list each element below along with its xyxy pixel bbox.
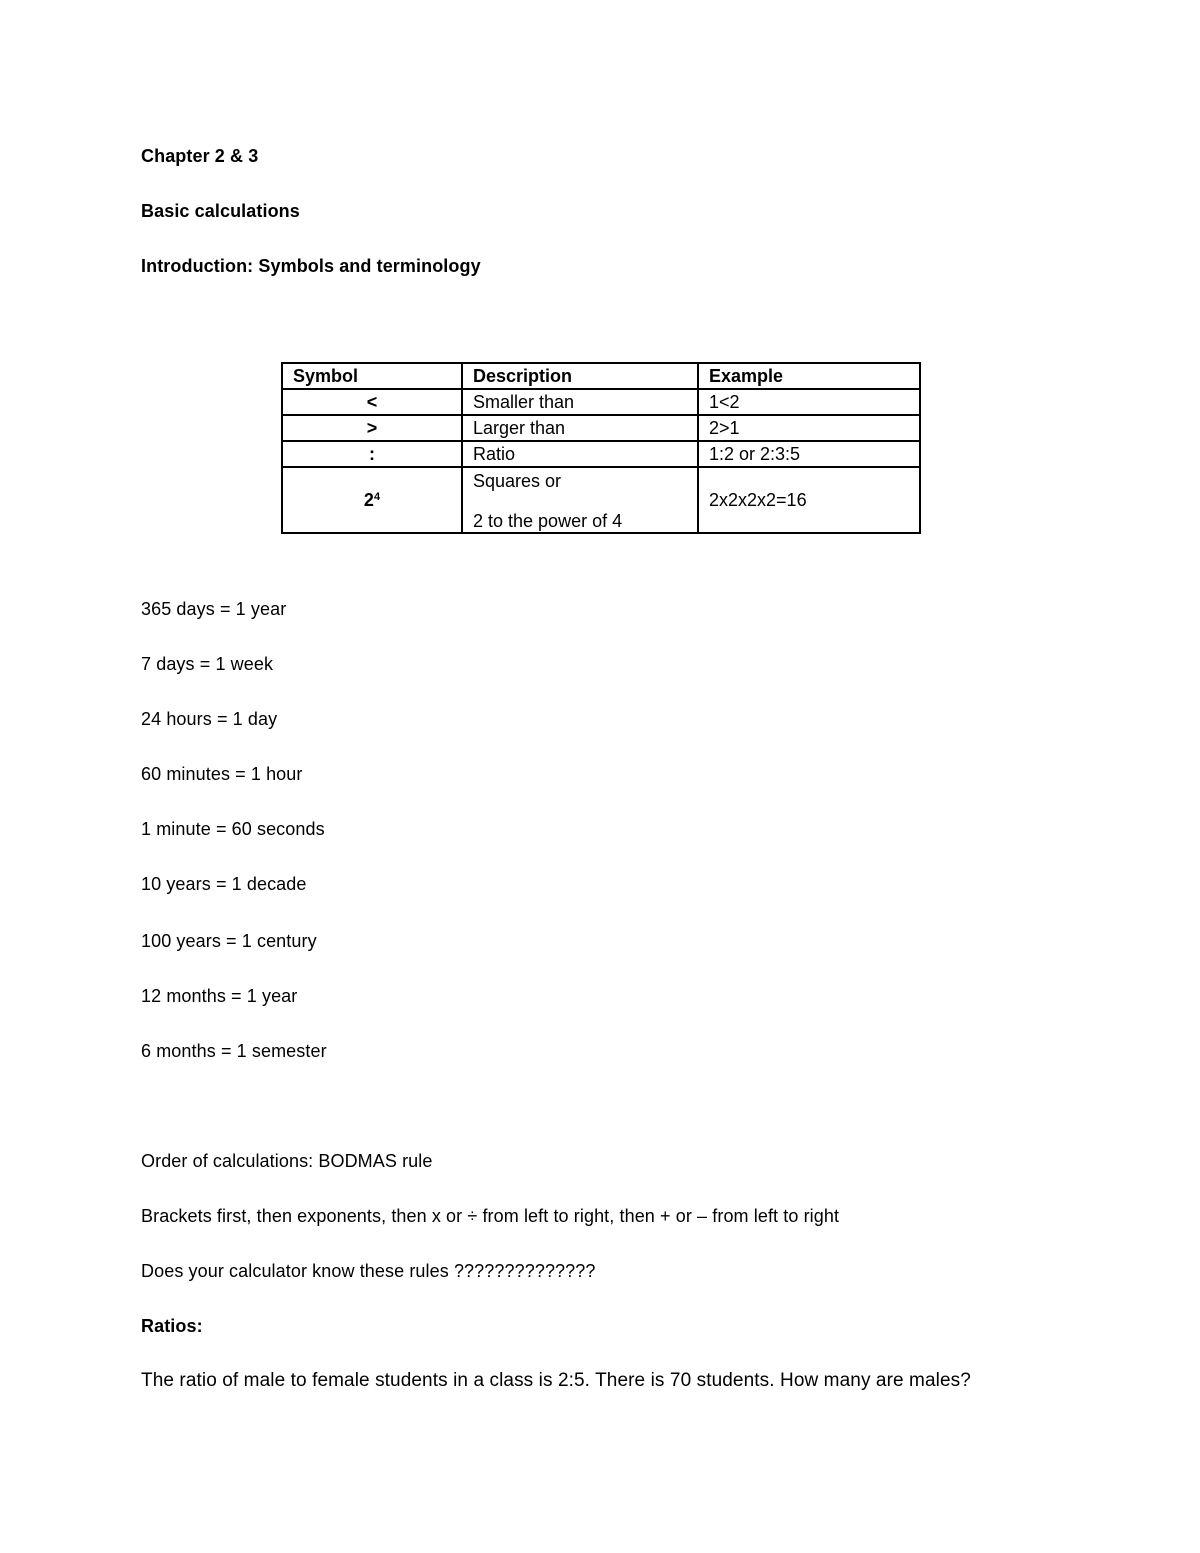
section-heading: Basic calculations bbox=[141, 201, 300, 221]
conversion-line: 12 months = 1 year bbox=[141, 986, 298, 1006]
ratios-heading: Ratios: bbox=[141, 1316, 203, 1336]
conversion-line: 7 days = 1 week bbox=[141, 654, 274, 674]
description-line: 2 to the power of 4 bbox=[473, 511, 623, 531]
conversion-line: 10 years = 1 decade bbox=[141, 874, 307, 894]
symbol-cell: : bbox=[282, 441, 462, 467]
description-cell: Ratio bbox=[462, 441, 698, 467]
conversion-line: 60 minutes = 1 hour bbox=[141, 764, 303, 784]
chapter-heading: Chapter 2 & 3 bbox=[141, 146, 259, 166]
conversion-line: 1 minute = 60 seconds bbox=[141, 819, 325, 839]
bodmas-rule: Brackets first, then exponents, then x or ÷ from left to right, then + or – from left to right bbox=[141, 1206, 840, 1226]
symbol-cell: > bbox=[282, 415, 462, 441]
table-header-cell: Description bbox=[462, 363, 698, 389]
example-cell: 2x2x2x2=16 bbox=[698, 467, 920, 533]
table-row bbox=[282, 441, 920, 467]
description-line: Squares or bbox=[473, 471, 562, 491]
example-cell: 1<2 bbox=[698, 389, 920, 415]
symbols-table bbox=[281, 362, 921, 534]
bodmas-title: Order of calculations: BODMAS rule bbox=[141, 1151, 433, 1171]
table-row bbox=[282, 389, 920, 415]
intro-heading: Introduction: Symbols and terminology bbox=[141, 256, 481, 276]
power-exponent: 4 bbox=[373, 491, 381, 503]
conversion-line: 24 hours = 1 day bbox=[141, 709, 278, 729]
description-cell bbox=[462, 467, 698, 533]
table-header-cell: Example bbox=[698, 363, 920, 389]
conversion-line: 100 years = 1 century bbox=[141, 931, 317, 951]
conversion-line: 365 days = 1 year bbox=[141, 599, 287, 619]
example-cell: 2>1 bbox=[698, 415, 920, 441]
table-header-row bbox=[282, 363, 920, 389]
symbol-cell: < bbox=[282, 389, 462, 415]
example-cell: 1:2 or 2:3:5 bbox=[698, 441, 920, 467]
description-cell: Smaller than bbox=[462, 389, 698, 415]
ratios-problem: The ratio of male to female students in a class is 2:5. There is 70 students. How many are males? bbox=[141, 1370, 971, 1391]
table-header-cell: Symbol bbox=[282, 363, 462, 389]
table-row bbox=[282, 467, 920, 533]
table-row bbox=[282, 415, 920, 441]
power-base: 2 bbox=[363, 490, 374, 510]
bodmas-question: Does your calculator know these rules ?????????????? bbox=[141, 1261, 596, 1281]
symbol-cell bbox=[282, 467, 462, 533]
conversion-line: 6 months = 1 semester bbox=[141, 1041, 327, 1061]
description-cell: Larger than bbox=[462, 415, 698, 441]
